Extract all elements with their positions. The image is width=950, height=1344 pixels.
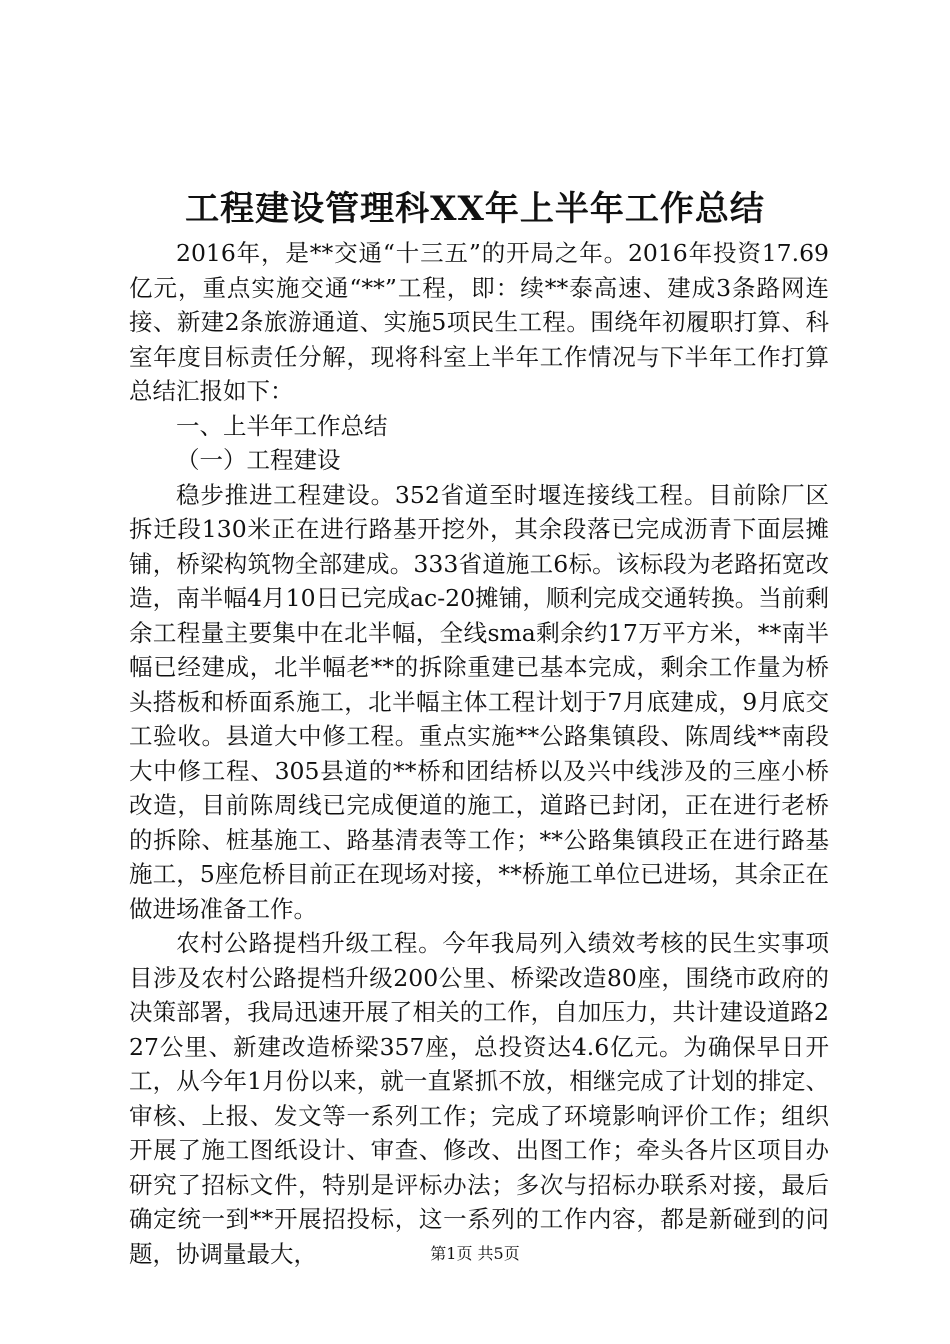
section-heading: 一、上半年工作总结 — [176, 411, 388, 440]
document-body — [129, 236, 829, 1271]
page-footer: 第1页 共5页 — [430, 1244, 520, 1263]
document-title: 工程建设管理科XX年上半年工作总结 — [185, 189, 765, 229]
paragraph-intro: 2016年，是**交通“十三五”的开局之年。2016年投资17.69亿元，重点实施交通“**”工程，即：续**泰高速、建成3条路网连接、新建2条旅游通道、实施5项民生工程。围绕年初履职打算、科室年度目标责任分解，现将科室上半年工作情况与下半年工作打算总结汇报如下： — [129, 239, 829, 405]
subsection-heading: （一）工程建设 — [176, 446, 341, 474]
paragraph-rural-roads: 农村公路提档升级工程。今年我局列入绩效考核的民生实事项目涉及农村公路提档升级200公里、桥梁改造80座，围绕市政府的决策部署，我局迅速开展了相关的工作，自加压力，共计建设道路227公里、新建改造桥梁357座，总投资达4.6亿元。为确保早日开工，从今年1月份以来，就一直紧抓不放，相继完成了计划的排定、审核、上报、发文等一系列工作；完成了环境影响评价工作；组织开展了施工图纸设计、审查、修改、出图工作；牵头各片区项目办研究了招标文件，特别是评标办法；多次与招标办联系对接，最后确定统一到**开展招投标，这一系列的工作内容，都是新碰到的问题，协调量最大， — [129, 929, 829, 1268]
paragraph-engineering: 稳步推进工程建设。352省道至时堰连接线工程。目前除厂区拆迁段130米正在进行路基开挖外，其余段落已完成沥青下面层摊铺，桥梁构筑物全部建成。333省道施工6标。该标段为老路拓宽改造，南半幅4月10日已完成ac-20摊铺，顺利完成交通转换。当前剩余工程量主要集中在北半幅，全线sma剩余约17万平方米，**南半幅已经建成，北半幅老**的拆除重建已基本完成，剩余工作量为桥头搭板和桥面系施工，北半幅主体工程计划于7月底建成，9月底交工验收。县道大中修工程。重点实施**公路集镇段、陈周线**南段大中修工程、305县道的**桥和团结桥以及兴中线涉及的三座小桥改造，目前陈周线已完成便道的施工，道路已封闭，正在进行老桥的拆除、桩基施工、路基清表等工作；**公路集镇段正在进行路基施工，5座危桥目前正在现场对接，**桥施工单位已进场，其余正在做进场准备工作。 — [129, 480, 829, 923]
